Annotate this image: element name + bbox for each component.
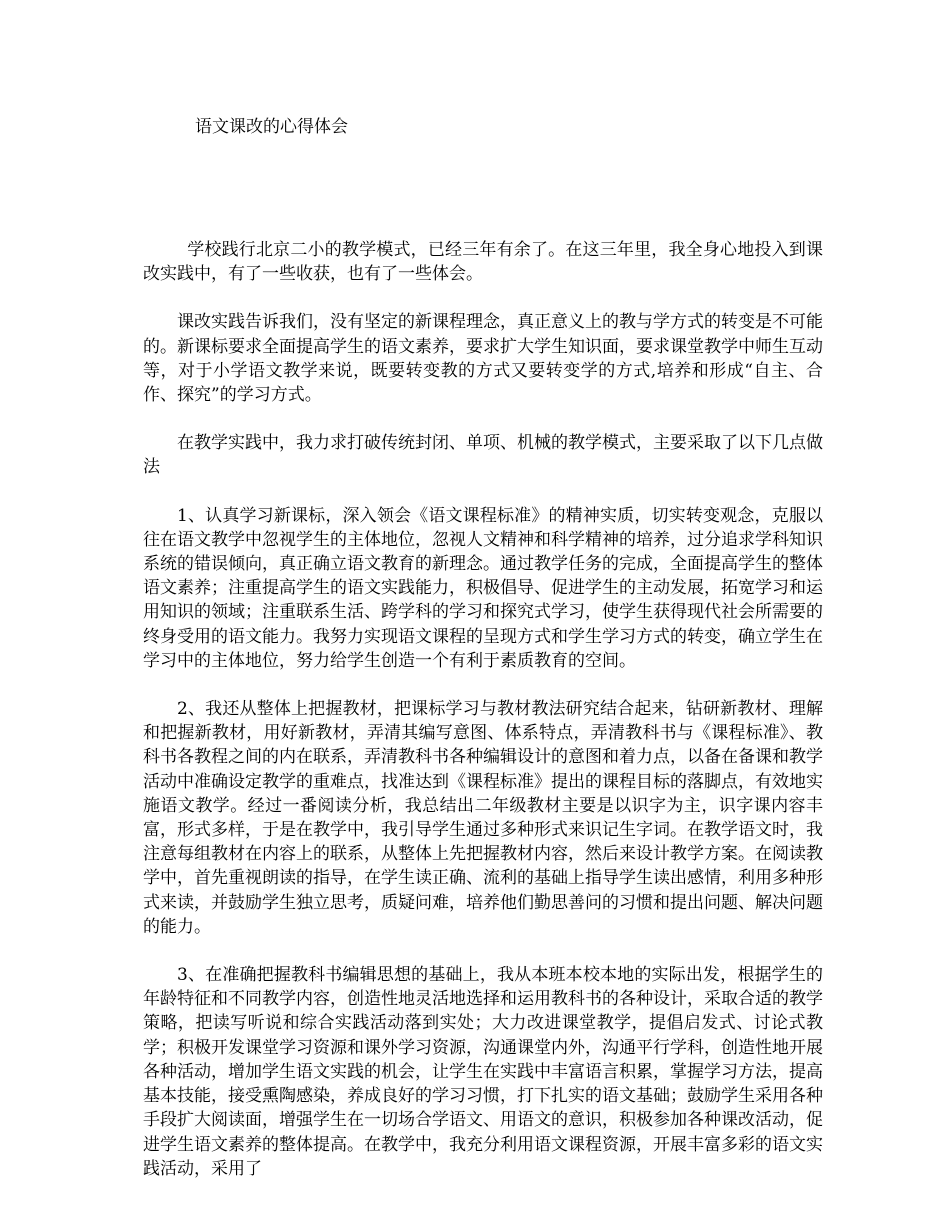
paragraph-point-1: 1、认真学习新课标，深入领会《语文课程标准》的精神实质，切实转变观念，克服以往在语文教学中忽视学生的主体地位，忽视人文精神和科学精神的培养，过分追求学科知识系统的错误倾向，真正确立语文教育的新理念。通过教学任务的完成，全面提高学生的整体语文素养；注重提高学生的语文实践能力，积极倡导、促进学生的主动发展，拓宽学习和运用知识的领域；注重联系生活、跨学科的学习和探究式学习，使学生获得现代社会所需要的终身受用的语文能力。我努力实现语文课程的呈现方式和学生学习方式的转变，确立学生在学习中的主体地位，努力给学生创造一个有利于素质教育的空间。	[143, 505, 823, 671]
paragraph-reform-practice: 课改实践告诉我们，没有坚定的新课程理念，真正意义上的教与学方式的转变是不可能的。新课标要求全面提高学生的语文素养，要求扩大学生知识面，要求课堂教学中师生互动等，对于小学语文教学来说，既要转变教的方式又要转变学的方式,培养和形成“自主、合作、探究”的学习方式。	[143, 312, 823, 406]
paragraph-point-3: 3、在准确把握教科书编辑思想的基础上，我从本班本校本地的实际出发，根据学生的年龄特征和不同教学内容，创造性地灵活地选择和运用教科书的各种设计，采取合适的教学策略，把读写听说和综合实践活动落到实处；大力改进课堂教学，提倡启发式、讨论式教学；积极开发课堂学习资源和课外学习资源，沟通课堂内外，沟通平行学科，创造性地开展各种活动，增加学生语文实践的机会，让学生在实践中丰富语言积累，掌握学习方法，提高基本技能，接受熏陶感染，养成良好的学习习惯，打下扎实的语文基础；鼓励学生采用各种手段扩大阅读面，增强学生在一切场合学语文、用语文的意识，积极参加各种课改活动，促进学生语文素养的整体提高。在教学中，我充分利用语文课程资源，开展丰富多彩的语文实践活动，采用了	[143, 965, 823, 1179]
paragraph-point-2: 2、我还从整体上把握教材，把课标学习与教材教法研究结合起来，钻研新教材、理解和把握新教材，用好新教材，弄清其编写意图、体系特点，弄清教科书与《课程标准》、教科书各教程之间的内在联系，弄清教科书各种编辑设计的意图和着力点，以备在备课和教学活动中准确设定教学的重难点，找准达到《课程标准》提出的课程目标的落脚点，有效地实施语文教学。经过一番阅读分析，我总结出二年级教材主要是以识字为主，识字课内容丰富，形式多样，于是在教学中，我引导学生通过多种形式来识记生字词。在教学语文时，我注意每组教材在内容上的联系，从整体上先把握教材内容，然后来设计教学方案。在阅读教学中，首先重视朗读的指导，在学生读正确、流利的基础上指导学生读出感情，利用多种形式来读，并鼓励学生独立思考，质疑问难，培养他们勤思善问的习惯和提出问题、解决问题的能力。	[143, 699, 823, 937]
paragraph-methods-intro: 在教学实践中，我力求打破传统封闭、单项、机械的教学模式，主要采取了以下几点做法	[143, 433, 823, 478]
document-body	[143, 238, 823, 1205]
document-title: 语文课改的心得体会	[195, 117, 348, 137]
paragraph-intro: 学校践行北京二小的教学模式，已经三年有余了。在这三年里，我全身心地投入到课改实践中，有了一些收获，也有了一些体会。	[143, 240, 823, 285]
